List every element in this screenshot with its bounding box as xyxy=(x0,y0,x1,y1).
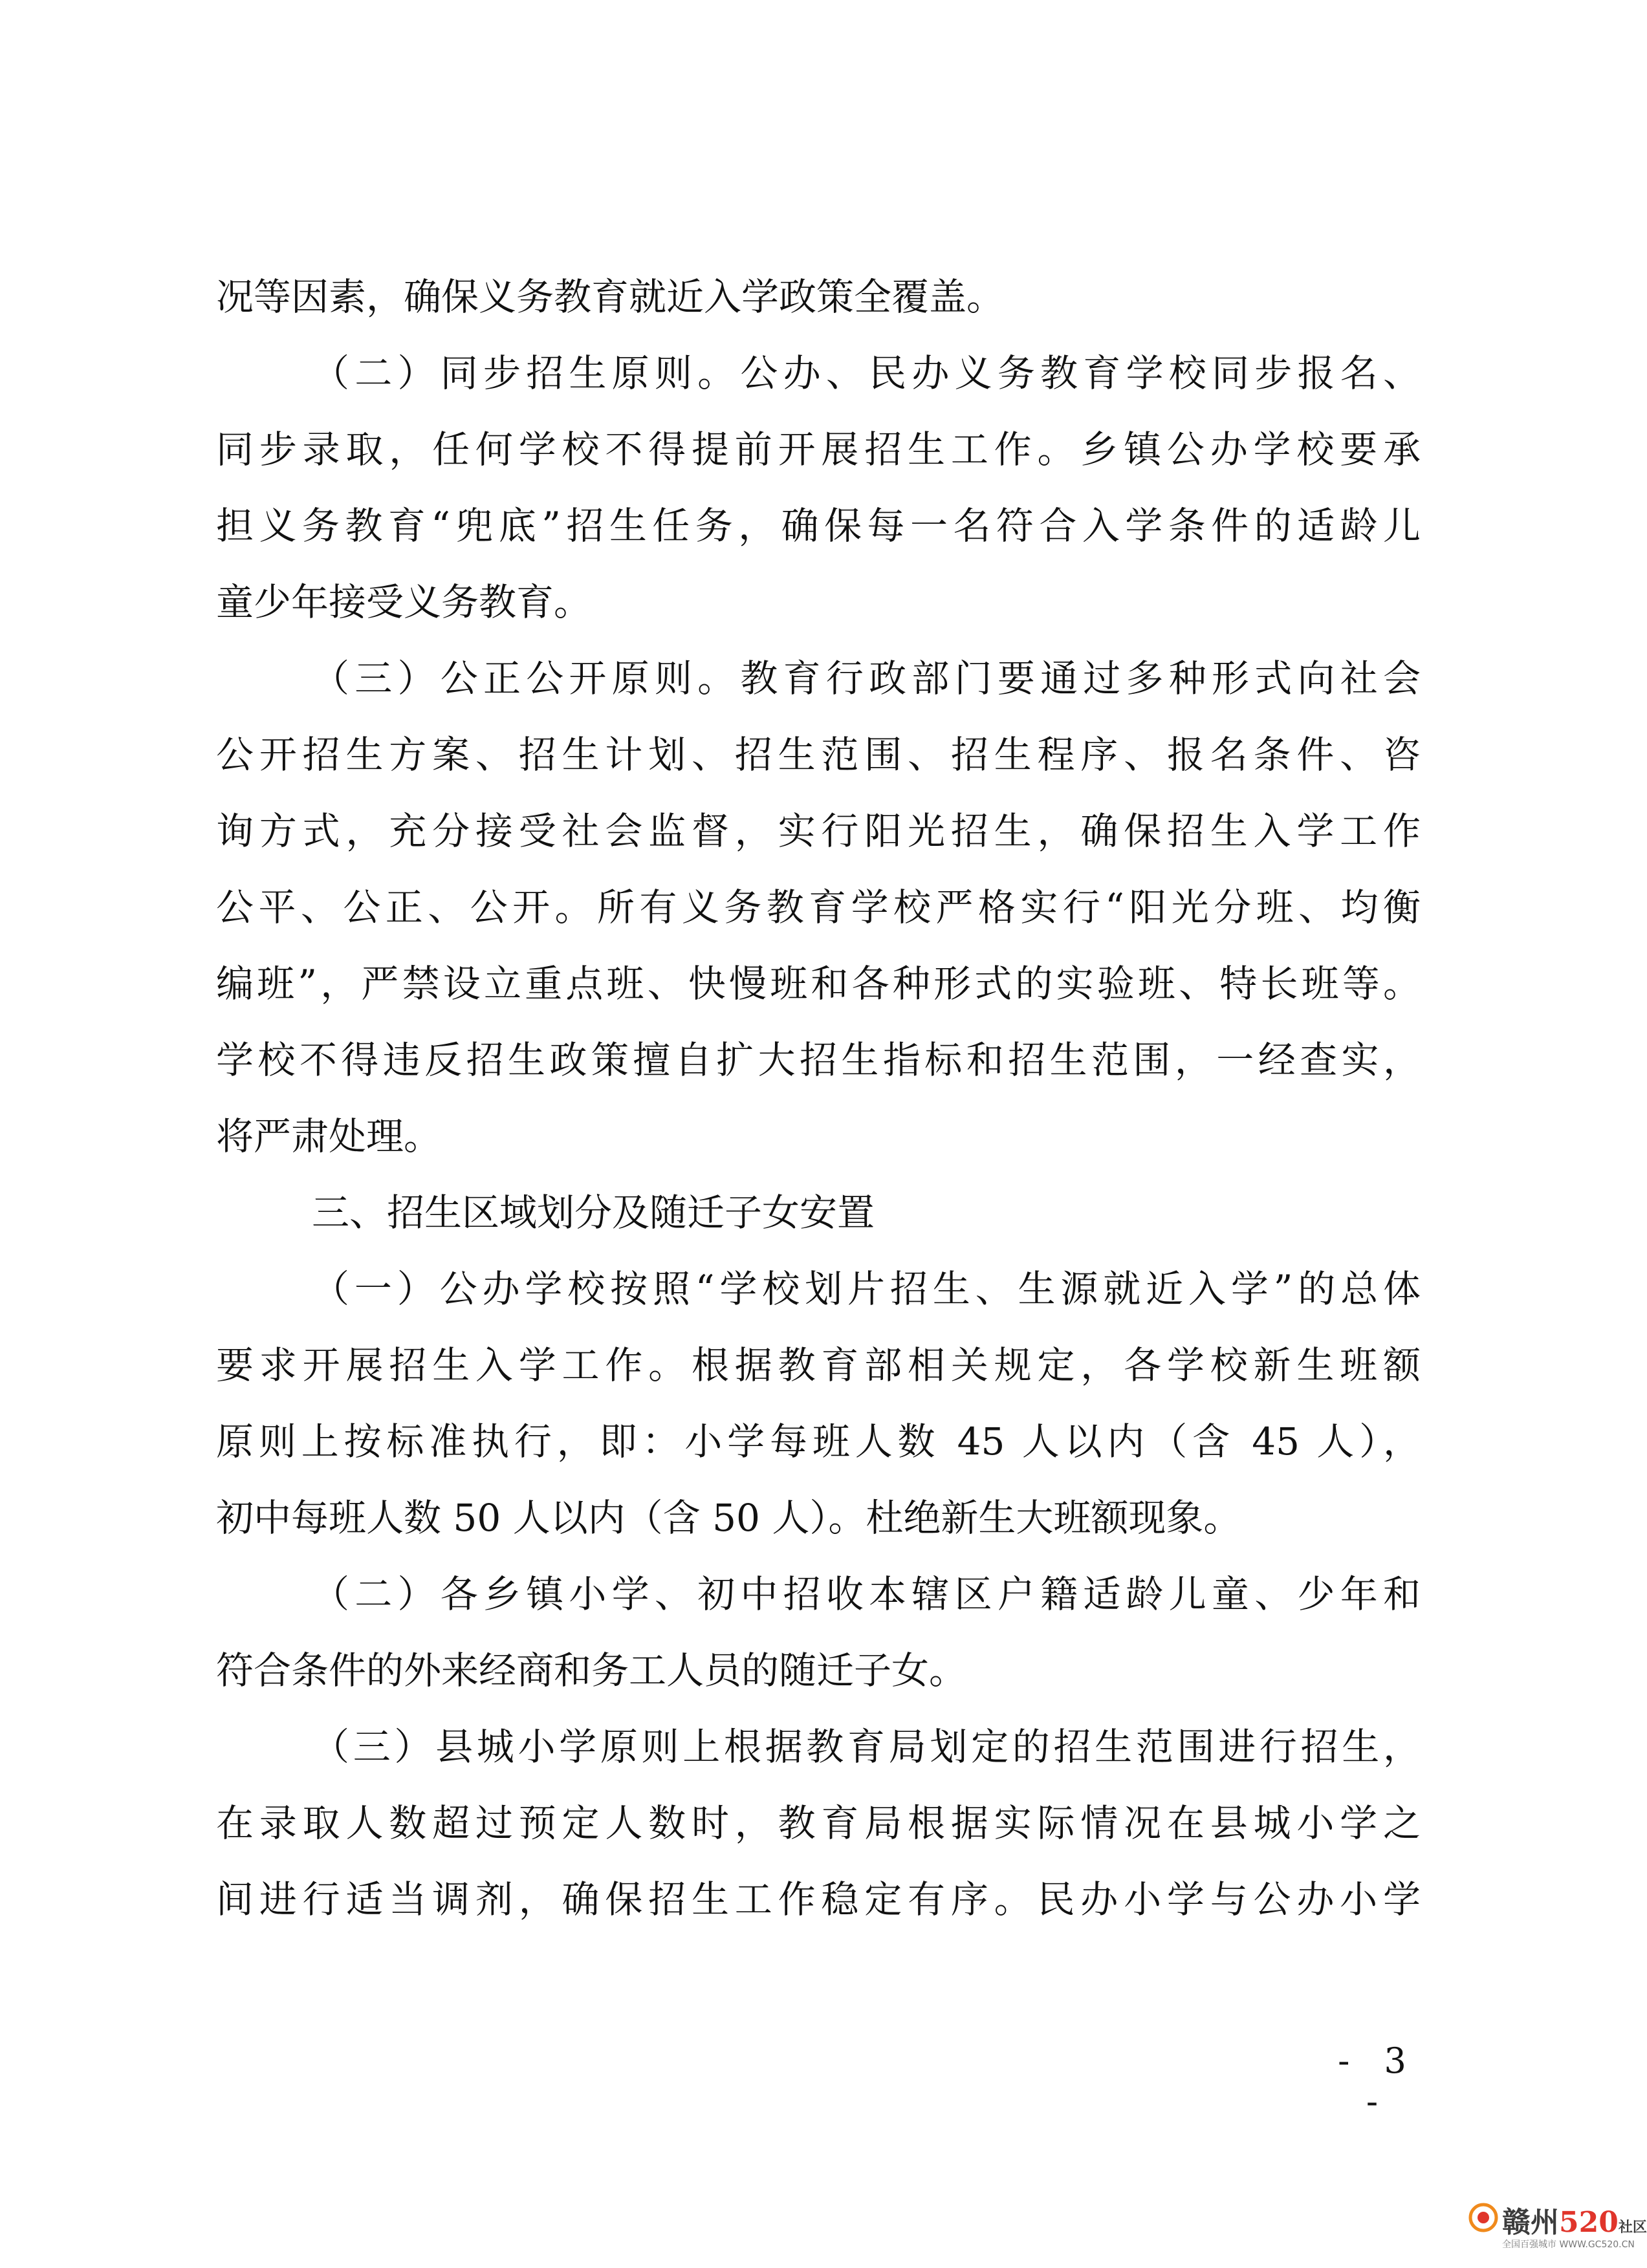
text-line: 初中每班人数 50 人以内（含 50 人）。杜绝新生大班额现象。 xyxy=(216,1496,1241,1540)
text-line: 原则上按标准执行，即：小学每班人数 45 人以内（含 45 人）， xyxy=(216,1420,1421,1463)
section-heading: 三、招生区域划分及随迁子女安置 xyxy=(312,1191,875,1235)
text-line: 编班”，严禁设立重点班、快慢班和各种形式的实验班、特长班等。 xyxy=(216,962,1421,1006)
text-line: 公平、公正、公开。所有义务教育学校严格实行“阳光分班、均衡 xyxy=(216,885,1421,929)
text-line: 学校不得违反招生政策擅自扩大招生指标和招生范围，一经查实， xyxy=(216,1038,1421,1082)
text-line: 公开招生方案、招生计划、招生范围、招生程序、报名条件、咨 xyxy=(216,733,1421,777)
text-line: 童少年接受义务教育。 xyxy=(216,580,592,624)
text-line: （三）公正公开原则。教育行政部门要通过多种形式向社会 xyxy=(312,656,1421,700)
text-line: 符合条件的外来经商和务工人员的随迁子女。 xyxy=(216,1648,967,1692)
text-line: （一）公办学校按照“学校划片招生、生源就近入学”的总体 xyxy=(312,1267,1421,1311)
site-watermark xyxy=(1468,2199,1647,2261)
text-line: 要求开展招生入学工作。根据教育部相关规定，各学校新生班额 xyxy=(216,1343,1421,1387)
watermark-logo-icon xyxy=(1468,2203,1498,2232)
text-line: 间进行适当调剂，确保招生工作稳定有序。民办小学与公办小学 xyxy=(216,1877,1421,1921)
text-line: 在录取人数超过预定人数时，教育局根据实际情况在县城小学之 xyxy=(216,1801,1421,1845)
text-line: 况等因素，确保义务教育就近入学政策全覆盖。 xyxy=(216,275,1005,319)
watermark-suffix: 社区 xyxy=(1618,2219,1647,2236)
watermark-text xyxy=(1502,2199,1647,2240)
text-line: 担义务教育“兜底”招生任务，确保每一名符合入学条件的适龄儿 xyxy=(216,504,1421,548)
text-line: （二）各乡镇小学、初中招收本辖区户籍适龄儿童、少年和 xyxy=(312,1572,1421,1616)
text-line: （三）县城小学原则上根据教育局划定的招生范围进行招生， xyxy=(312,1725,1421,1769)
watermark-name: 赣州 xyxy=(1502,2206,1559,2239)
watermark-number: 520 xyxy=(1559,2206,1619,2239)
body-text xyxy=(216,259,1421,1938)
text-line: （二）同步招生原则。公办、民办义务教育学校同步报名、 xyxy=(312,351,1421,395)
watermark-subtext: 全国百强城市 WWW.GC520.CN xyxy=(1502,2240,1635,2250)
text-line: 询方式，充分接受社会监督，实行阳光招生，确保招生入学工作 xyxy=(216,809,1421,853)
text-line: 同步录取，任何学校不得提前开展招生工作。乡镇公办学校要承 xyxy=(216,427,1421,471)
page-number: - 3 - xyxy=(1338,2040,1418,2122)
text-line: 将严肃处理。 xyxy=(216,1114,442,1158)
